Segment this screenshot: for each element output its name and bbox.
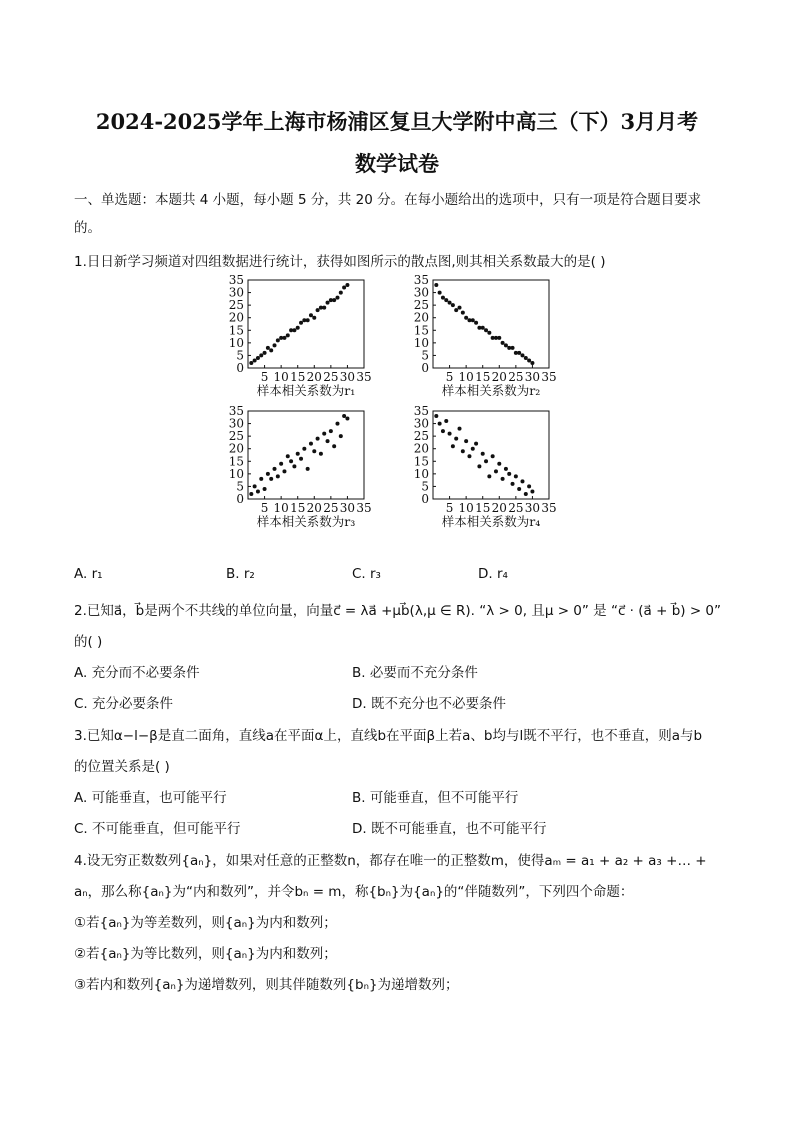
- q3-option-a[interactable]: A. 可能垂直，也可能平行: [74, 790, 227, 806]
- scatter-point: [259, 477, 263, 481]
- scatter-point: [306, 467, 310, 471]
- scatter-point: [276, 474, 280, 478]
- x-tick-label: 35: [356, 501, 372, 515]
- scatter-point: [332, 444, 336, 448]
- q3-stem-cont: 的位置关系是( ): [74, 759, 170, 775]
- scatter-point: [454, 437, 458, 441]
- y-tick-label: 35: [228, 404, 244, 418]
- y-tick-label: 5: [421, 348, 429, 363]
- scatter-point: [497, 336, 501, 340]
- scatter-point: [306, 318, 310, 322]
- scatter-point: [494, 469, 498, 473]
- scatter-point: [345, 283, 349, 287]
- scatter-point: [434, 414, 438, 418]
- scatter-point: [497, 462, 501, 466]
- scatter-point: [319, 452, 323, 456]
- plot-frame: [433, 280, 549, 368]
- scatter-point: [481, 452, 485, 456]
- scatter-point: [441, 429, 445, 433]
- scatter-point: [312, 449, 316, 453]
- x-tick-label: 20: [491, 501, 507, 515]
- scatter-point: [441, 296, 445, 300]
- y-tick-label: 0: [421, 492, 429, 506]
- scatter-point: [292, 464, 296, 468]
- scatter-point: [530, 361, 534, 365]
- y-tick-label: 5: [236, 479, 244, 494]
- x-tick-label: 25: [508, 370, 524, 384]
- scatter-point: [263, 487, 267, 491]
- q4-stem: 4.设无穷正数数列{aₙ}，如果对任意的正整数n，都存在唯一的正整数m，使得aₘ = a₁ + a₂ + a₃ +… +: [74, 853, 707, 869]
- scatter-point: [296, 452, 300, 456]
- scatter-point: [464, 316, 468, 320]
- q1-option-a[interactable]: A. r₁: [74, 566, 103, 582]
- y-tick-label: 25: [413, 298, 429, 313]
- scatter-point: [527, 358, 531, 362]
- scatter-point: [458, 306, 462, 310]
- x-tick-label: 30: [524, 501, 541, 515]
- x-tick-label: 15: [475, 501, 491, 515]
- y-tick-label: 35: [413, 404, 429, 418]
- y-tick-label: 25: [228, 429, 244, 444]
- scatter-point: [309, 313, 313, 317]
- x-tick-label: 15: [290, 370, 306, 384]
- q4-item-3: ③若内和数列{aₙ}为递增数列，则其伴随数列{bₙ}为递增数列；: [74, 977, 459, 993]
- scatter-point: [451, 303, 455, 307]
- scatter-point: [501, 477, 505, 481]
- x-tick-label: 25: [323, 501, 339, 515]
- scatter-point: [448, 301, 452, 305]
- y-tick-label: 15: [413, 323, 429, 338]
- x-tick-label: 10: [458, 501, 474, 515]
- q3-stem: 3.已知α−l−β是直二面角，直线a在平面α上，直线b在平面β上若a、b均与l既不平行，也不垂直，则a与b: [74, 728, 703, 744]
- scatter-point: [491, 454, 495, 458]
- x-tick-label: 35: [356, 370, 372, 384]
- scatter-point: [339, 434, 343, 438]
- y-tick-label: 15: [228, 323, 244, 338]
- scatter-point: [527, 484, 531, 488]
- scatter-point: [504, 467, 508, 471]
- scatter-point: [517, 487, 521, 491]
- y-tick-label: 15: [413, 454, 429, 469]
- scatter-point: [444, 298, 448, 302]
- scatter-point: [484, 459, 488, 463]
- scatter-point: [299, 321, 303, 325]
- x-tick-label: 20: [306, 501, 322, 515]
- scatter-point: [286, 454, 290, 458]
- y-tick-label: 10: [228, 466, 244, 481]
- q2-stem-cont: 的( ): [74, 634, 103, 650]
- q3-option-d[interactable]: D. 既不可能垂直，也不可能平行: [352, 821, 547, 837]
- scatter-point: [434, 283, 438, 287]
- y-tick-label: 20: [228, 310, 244, 325]
- scatter-point: [249, 492, 253, 496]
- scatter-point: [438, 422, 442, 426]
- scatter-point: [454, 308, 458, 312]
- scatter-point: [501, 341, 505, 345]
- scatter-point: [517, 351, 521, 355]
- scatter-point: [474, 321, 478, 325]
- q2-option-c[interactable]: C. 充分必要条件: [74, 696, 174, 712]
- y-tick-label: 15: [228, 454, 244, 469]
- scatter-point: [487, 474, 491, 478]
- scatter-point: [474, 442, 478, 446]
- q2-option-d[interactable]: D. 既不充分也不必要条件: [352, 696, 506, 712]
- scatter-point: [292, 328, 296, 332]
- scatter-point: [458, 427, 462, 431]
- x-tick-label: 35: [541, 370, 557, 384]
- section-heading: 一、单选题：本题共 4 小题，每小题 5 分，共 20 分。在每小题给出的选项中，只有一项是符合题目要求: [74, 192, 702, 208]
- scatter-point: [282, 469, 286, 473]
- scatter-point: [269, 348, 273, 352]
- scatter-point: [296, 326, 300, 330]
- scatter-point: [322, 432, 326, 436]
- scatter-point: [471, 447, 475, 451]
- scatter-chart-r1: [210, 272, 370, 397]
- scatter-point: [451, 444, 455, 448]
- x-tick-label: 10: [458, 370, 474, 384]
- scatter-point: [263, 351, 267, 355]
- scatter-chart-r4: [395, 403, 565, 531]
- q1-option-c[interactable]: C. r₃: [352, 566, 381, 582]
- plot-frame: [433, 411, 549, 499]
- y-tick-label: 10: [228, 335, 244, 350]
- y-tick-label: 30: [228, 416, 244, 431]
- page-subtitle: 数学试卷: [355, 151, 439, 176]
- y-tick-label: 10: [413, 466, 429, 481]
- q2-option-b[interactable]: B. 必要而不充分条件: [352, 665, 478, 681]
- scatter-point: [481, 326, 485, 330]
- y-tick-label: 30: [228, 285, 244, 300]
- scatter-point: [511, 482, 515, 486]
- x-tick-label: 30: [339, 501, 356, 515]
- scatter-point: [507, 472, 511, 476]
- y-tick-label: 30: [413, 285, 429, 300]
- q3-option-b[interactable]: B. 可能垂直，但不可能平行: [352, 790, 519, 806]
- chart-caption: 样本相关系数为r₁: [256, 383, 356, 398]
- q2-option-a[interactable]: A. 充分而不必要条件: [74, 665, 200, 681]
- section-heading-cont: 的。: [74, 220, 101, 236]
- scatter-point: [253, 358, 257, 362]
- scatter-point: [256, 489, 260, 493]
- q1-option-d[interactable]: D. r₄: [478, 566, 508, 582]
- y-tick-label: 35: [228, 273, 244, 287]
- scatter-point: [276, 338, 280, 342]
- scatter-point: [282, 336, 286, 340]
- scatter-point: [520, 353, 524, 357]
- x-tick-label: 25: [508, 501, 524, 515]
- x-tick-label: 10: [273, 370, 289, 384]
- scatter-point: [266, 346, 270, 350]
- scatter-point: [477, 464, 481, 468]
- chart-caption: 样本相关系数为r₂: [441, 383, 541, 398]
- y-tick-label: 20: [228, 441, 244, 456]
- scatter-chart-r2: [395, 272, 565, 397]
- x-tick-label: 30: [524, 370, 541, 384]
- scatter-point: [464, 439, 468, 443]
- scatter-point: [524, 492, 528, 496]
- page-title: 2024-2025学年上海市杨浦区复旦大学附中高三（下）3月月考: [95, 109, 699, 134]
- scatter-point: [322, 306, 326, 310]
- y-tick-label: 25: [228, 298, 244, 313]
- scatter-point: [520, 479, 524, 483]
- q4-item-2: ②若{aₙ}为等比数列，则{aₙ}为内和数列；: [74, 946, 337, 962]
- scatter-point: [273, 343, 277, 347]
- x-tick-label: 10: [273, 501, 289, 515]
- y-tick-label: 0: [236, 492, 244, 506]
- scatter-point: [530, 489, 534, 493]
- scatter-point: [329, 429, 333, 433]
- x-tick-label: 5: [445, 501, 454, 515]
- scatter-point: [302, 447, 306, 451]
- scatter-point: [332, 298, 336, 302]
- y-tick-label: 0: [421, 361, 429, 375]
- scatter-point: [345, 417, 349, 421]
- y-tick-label: 5: [421, 479, 429, 494]
- scatter-point: [309, 442, 313, 446]
- scatter-point: [316, 437, 320, 441]
- scatter-point: [259, 353, 263, 357]
- y-tick-label: 10: [413, 335, 429, 350]
- scatter-point: [342, 414, 346, 418]
- x-tick-label: 35: [541, 501, 557, 515]
- x-tick-label: 20: [306, 370, 322, 384]
- scatter-point: [253, 484, 257, 488]
- q2-stem: 2.已知a⃗，b⃗是两个不共线的单位向量，向量c⃗ = λa⃗ +μb⃗(λ,μ ∈ R). “λ > 0, 且μ > 0” 是 “c⃗ · (a⃗ + b⃗) > 0”: [74, 603, 722, 619]
- y-tick-label: 25: [413, 429, 429, 444]
- scatter-point: [514, 474, 518, 478]
- scatter-point: [484, 328, 488, 332]
- y-tick-label: 30: [413, 416, 429, 431]
- scatter-point: [335, 422, 339, 426]
- scatter-point: [326, 301, 330, 305]
- scatter-point: [461, 311, 465, 315]
- y-tick-label: 0: [236, 361, 244, 375]
- scatter-point: [289, 459, 293, 463]
- x-tick-label: 30: [339, 370, 356, 384]
- scatter-point: [467, 454, 471, 458]
- x-tick-label: 5: [260, 370, 269, 384]
- scatter-point: [448, 432, 452, 436]
- y-tick-label: 20: [413, 441, 429, 456]
- scatter-point: [279, 462, 283, 466]
- x-tick-label: 15: [475, 370, 491, 384]
- chart-caption: 样本相关系数为r₃: [256, 514, 356, 529]
- y-tick-label: 5: [236, 348, 244, 363]
- scatter-point: [312, 316, 316, 320]
- scatter-point: [471, 318, 475, 322]
- q4-item-1: ①若{aₙ}为等差数列，则{aₙ}为内和数列；: [74, 915, 337, 931]
- scatter-chart-r3: [210, 403, 370, 531]
- scatter-point: [511, 346, 515, 350]
- scatter-point: [444, 419, 448, 423]
- q3-option-c[interactable]: C. 不可能垂直，但可能平行: [74, 821, 241, 837]
- scatter-point: [335, 296, 339, 300]
- scatter-point: [339, 291, 343, 295]
- scatter-point: [316, 308, 320, 312]
- q4-stem-cont: aₙ，那么称{aₙ}为“内和数列”，并令bₙ = m，称{bₙ}为{aₙ}的“伴随数列”，下列四个命题：: [74, 884, 634, 900]
- x-tick-label: 20: [491, 370, 507, 384]
- x-tick-label: 5: [260, 501, 269, 515]
- chart-caption: 样本相关系数为r₄: [441, 514, 541, 529]
- scatter-point: [273, 467, 277, 471]
- y-tick-label: 35: [413, 273, 429, 287]
- scatter-point: [266, 472, 270, 476]
- x-tick-label: 5: [445, 370, 454, 384]
- scatter-point: [256, 356, 260, 360]
- q1-stem: 1.日日新学习频道对四组数据进行统计，获得如图所示的散点图,则其相关系数最大的是( ): [74, 254, 606, 270]
- x-tick-label: 25: [323, 370, 339, 384]
- x-tick-label: 15: [290, 501, 306, 515]
- scatter-point: [269, 477, 273, 481]
- scatter-point: [487, 331, 491, 335]
- plot-frame: [248, 411, 364, 499]
- scatter-point: [326, 439, 330, 443]
- scatter-point: [249, 361, 253, 365]
- q1-option-b[interactable]: B. r₂: [226, 566, 255, 582]
- scatter-point: [438, 291, 442, 295]
- scatter-point: [524, 356, 528, 360]
- plot-frame: [248, 280, 364, 368]
- y-tick-label: 20: [413, 310, 429, 325]
- scatter-point: [504, 343, 508, 347]
- scatter-point: [461, 449, 465, 453]
- scatter-point: [286, 333, 290, 337]
- scatter-point: [299, 457, 303, 461]
- scatter-point: [342, 286, 346, 290]
